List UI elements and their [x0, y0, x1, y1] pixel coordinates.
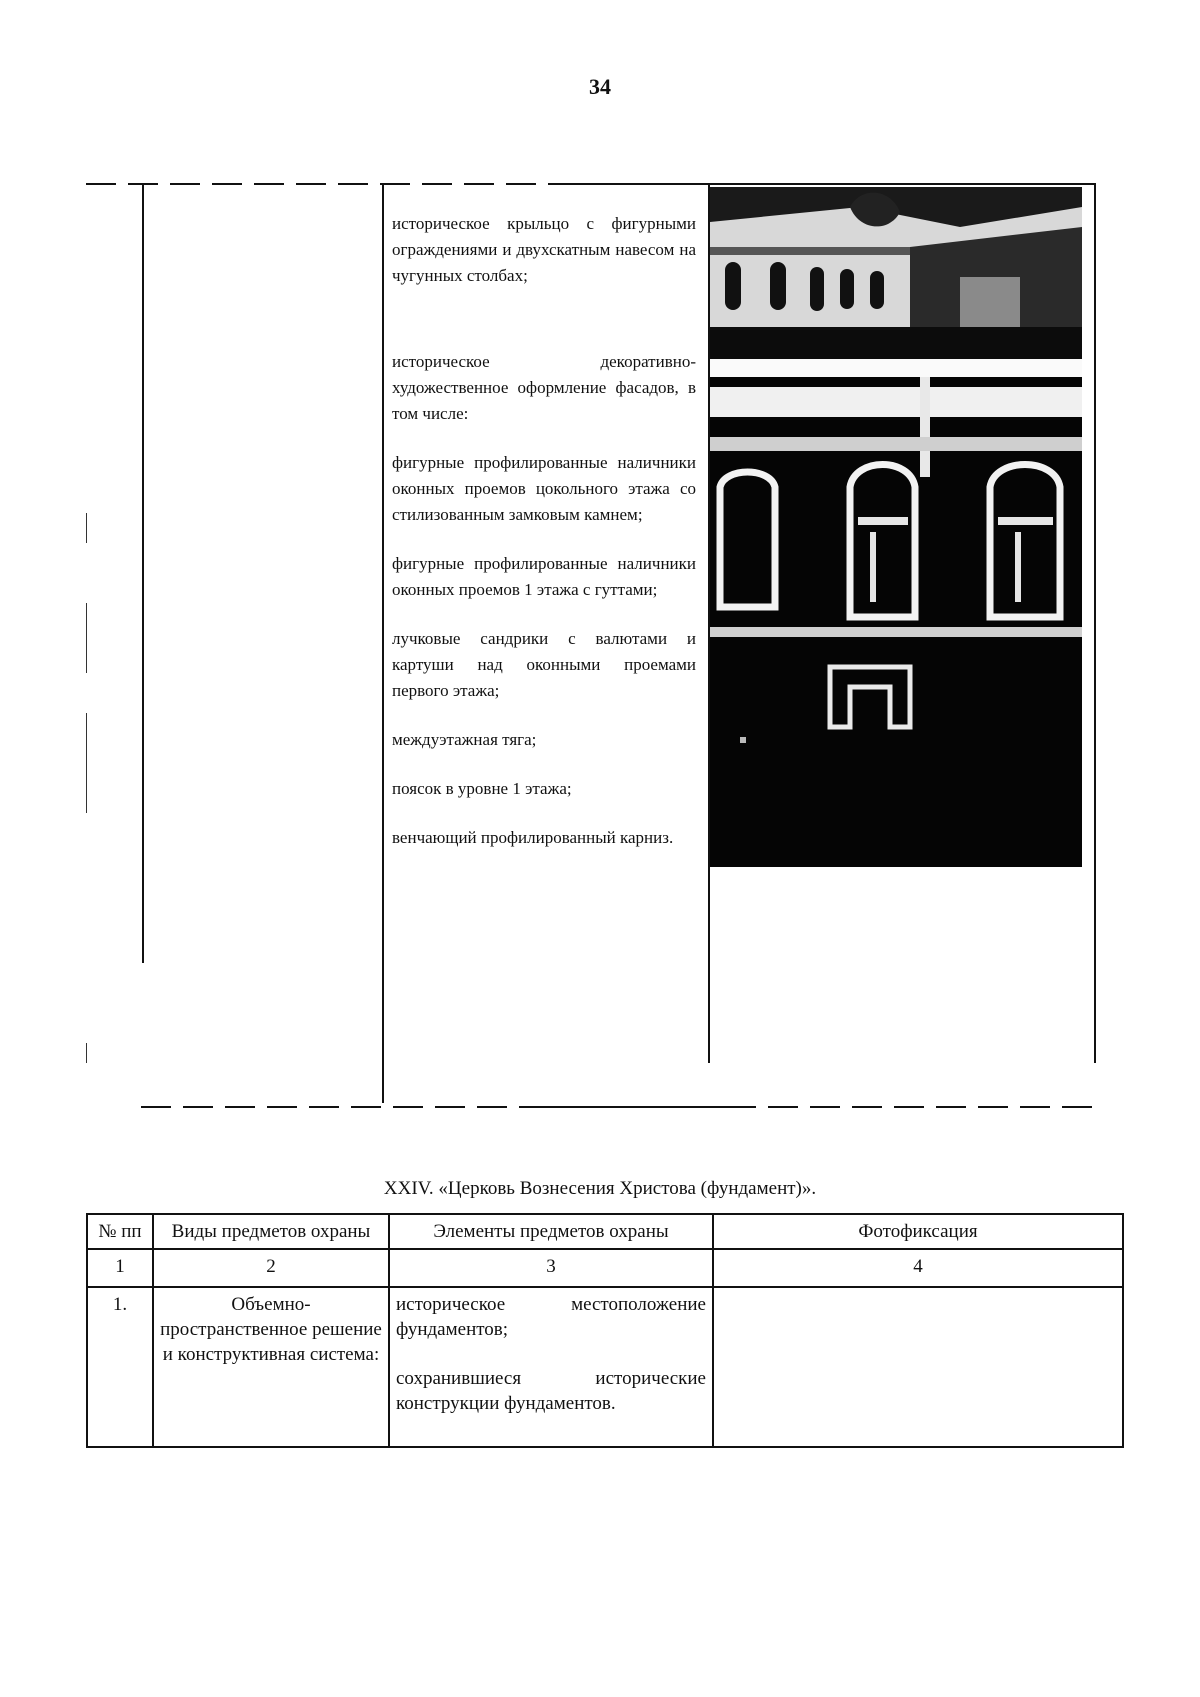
element-item: междуэтажная тяга; — [392, 730, 537, 749]
element-item: лучковые сандрики с валютами и картуши над оконными проемами первого этажа; — [392, 629, 696, 700]
section-title: XXIV. «Церковь Вознесения Христова (фундамент)». — [383, 1178, 817, 1199]
table-row — [87, 1287, 1123, 1447]
header-protection-type: Виды предметов охраны — [153, 1214, 389, 1249]
header-number: № пп — [87, 1214, 153, 1249]
top-rule — [551, 183, 1096, 185]
row-number: 1. — [87, 1287, 153, 1447]
bottom-rule-dashed — [141, 1106, 541, 1108]
column-number: 3 — [389, 1249, 713, 1287]
left-border-fragment — [86, 1043, 87, 1063]
header-protection-elements: Элементы предметов охраны — [389, 1214, 713, 1249]
continued-table — [86, 183, 1096, 1108]
right-border — [1094, 183, 1096, 1063]
top-rule-dashed — [86, 183, 551, 185]
facade-photo — [710, 187, 1082, 867]
column-number: 1 — [87, 1249, 153, 1287]
column-number: 2 — [153, 1249, 389, 1287]
left-border-fragment — [86, 513, 87, 543]
protection-elements — [389, 1287, 713, 1447]
column-number: 4 — [713, 1249, 1123, 1287]
element-item: фигурные профилированные наличники оконных проемов 1 этажа с гуттами; — [392, 554, 696, 599]
header-photo: Фотофиксация — [713, 1214, 1123, 1249]
page-number: 34 — [589, 74, 611, 99]
element-item: поясок в уровне 1 этажа; — [392, 779, 572, 798]
bottom-rule-dashed-right — [726, 1106, 1096, 1108]
protection-table — [86, 1213, 1124, 1448]
bottom-rule — [536, 1106, 726, 1108]
column-number-row — [87, 1249, 1123, 1287]
table-header-row — [87, 1214, 1123, 1249]
left-border-fragment — [86, 713, 87, 813]
left-border-fragment — [86, 603, 87, 673]
column-divider-1 — [142, 183, 144, 963]
photo-cell — [713, 1287, 1123, 1447]
protection-elements-column — [392, 211, 696, 874]
column-divider-2 — [382, 183, 384, 1103]
element-item: сохранившиеся исторические конструкции фундаментов. — [396, 1368, 706, 1414]
element-item: историческое декоративно-художественное оформление фасадов, в том числе: — [392, 352, 696, 423]
element-item: историческое крыльцо с фигурными ограждениями и двухскатным навесом на чугунных столбах; — [392, 214, 696, 285]
element-item: историческое местоположение фундаментов; — [396, 1294, 706, 1340]
protection-type: Объемно-пространственное решение и конструктивная система: — [153, 1287, 389, 1447]
element-item: венчающий профилированный карниз. — [392, 828, 674, 847]
element-item: фигурные профилированные наличники оконных проемов цокольного этажа со стилизованным замковым камнем; — [392, 453, 696, 524]
